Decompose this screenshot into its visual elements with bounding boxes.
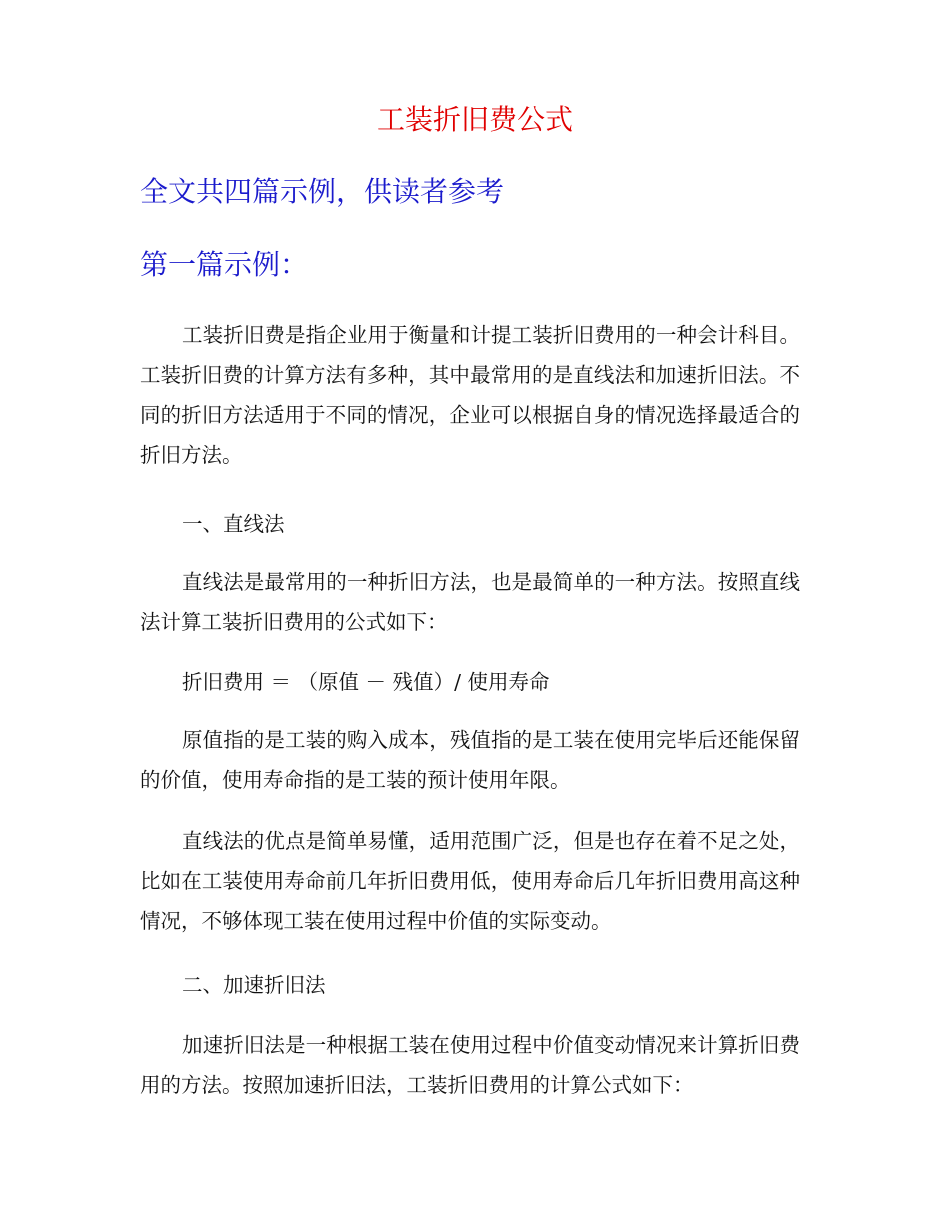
subheading-straight-line: 一、直线法	[182, 512, 285, 536]
document-subtitle: 全文共四篇示例，供读者参考	[140, 175, 505, 208]
subheading-accelerated: 二、加速折旧法	[182, 973, 326, 997]
section-heading: 第一篇示例：	[140, 248, 309, 281]
paragraph-straight-line: 直线法是最常用的一种折旧方法，也是最简单的一种方法。按照直线法计算工装折旧费用的公式如下：	[140, 570, 800, 634]
paragraph-intro: 工装折旧费是指企业用于衡量和计提工装折旧费用的一种会计科目。工装折旧费的计算方法有多种，其中最常用的是直线法和加速折旧法。不同的折旧方法适用于不同的情况，企业可以根据自身的情况选择最适合的折旧方法。	[140, 323, 800, 467]
paragraph-definitions: 原值指的是工装的购入成本，残值指的是工装在使用完毕后还能保留的价值，使用寿命指的是工装的预计使用年限。	[140, 728, 800, 792]
formula-straight-line: 折旧费用 ＝ （原值 － 残值）/ 使用寿命	[182, 670, 550, 694]
document-title: 工装折旧费公式	[376, 103, 573, 136]
paragraph-pros-cons: 直线法的优点是简单易懂，适用范围广泛，但是也存在着不足之处，比如在工装使用寿命前几年折旧费用低，使用寿命后几年折旧费用高这种情况，不够体现工装在使用过程中价值的实际变动。	[140, 829, 800, 933]
paragraph-accelerated: 加速折旧法是一种根据工装在使用过程中价值变动情况来计算折旧费用的方法。按照加速折旧法，工装折旧费用的计算公式如下：	[140, 1033, 800, 1097]
